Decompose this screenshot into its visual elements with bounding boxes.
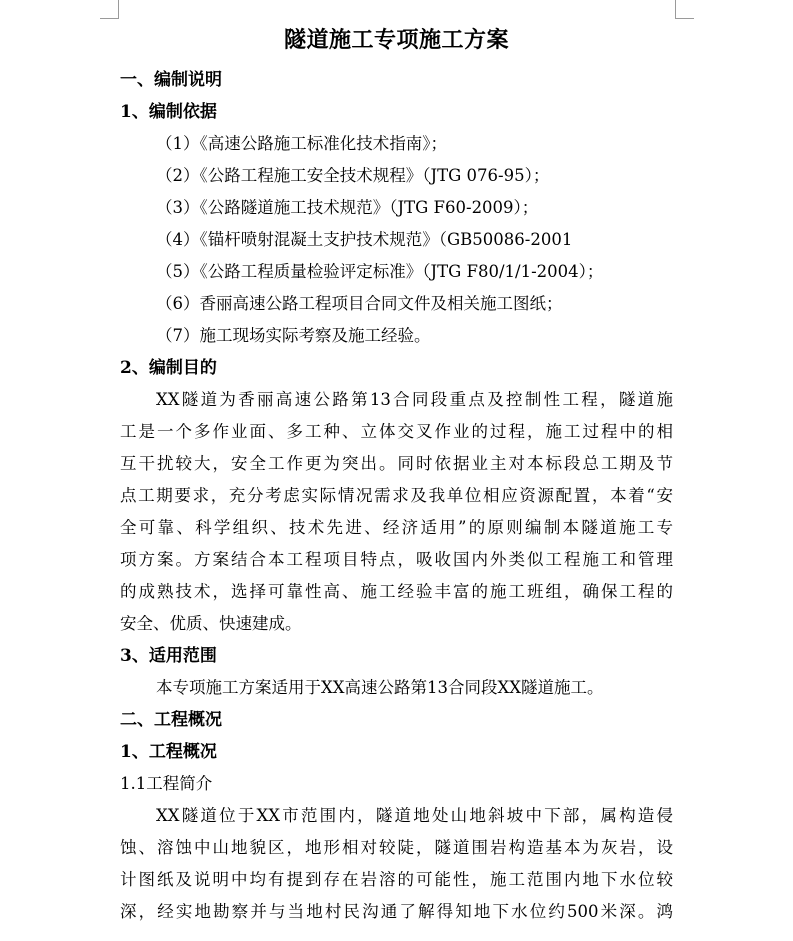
- text-line-h1: 一、编制说明: [120, 70, 222, 90]
- text-line-sub: 1.1工程简介: [120, 774, 213, 793]
- text-line-h2: 3、适用范围: [120, 646, 217, 666]
- text-line-para: 点工期要求，充分考虑实际情况需求及我单位相应资源配置，本着“安: [120, 486, 673, 505]
- text-line-h2: 1、工程概况: [120, 742, 217, 762]
- text-line-para: 互干扰较大，安全工作更为突出。同时依据业主对本标段总工期及节: [120, 454, 673, 473]
- text-line-para: 工是一个多作业面、多工种、立体交叉作业的过程，施工过程中的相: [120, 422, 673, 441]
- text-line-item: （4）《锚杆喷射混凝土支护技术规范》（GB50086-2001: [156, 230, 573, 249]
- text-line-h1: 二、工程概况: [120, 710, 222, 730]
- text-line-h2: 1、编制依据: [120, 102, 217, 122]
- text-line-item: （7）施工现场实际考察及施工经验。: [156, 326, 431, 345]
- crop-mark-top-left-horizontal: [100, 18, 119, 19]
- text-line-para-last: 安全、优质、快速建成。: [120, 614, 302, 633]
- text-line-item: （6）香丽高速公路工程项目合同文件及相关施工图纸；: [156, 294, 563, 313]
- text-line-item: （2）《公路工程施工安全技术规程》（JTG 076-95）；: [156, 166, 550, 185]
- crop-mark-top-right-horizontal: [675, 18, 694, 19]
- crop-mark-top-right-vertical: [675, 0, 676, 18]
- text-line-para: 的成熟技术，选择可靠性高、施工经验丰富的施工班组，确保工程的: [120, 582, 673, 601]
- text-line-para-first-last: 本专项施工方案适用于XX高速公路第13合同段XX隧道施工。: [156, 678, 604, 697]
- text-line-para: 全可靠、科学组织、技术先进、经济适用”的原则编制本隧道施工专: [120, 518, 673, 537]
- text-line-para: 深，经实地勘察并与当地村民沟通了解得知地下水位约500米深。鸿: [120, 902, 673, 921]
- text-line-item: （3）《公路隧道施工技术规范》（JTG F60-2009）；: [156, 198, 539, 217]
- text-line-para-first: XX隧道为香丽高速公路第13合同段重点及控制性工程，隧道施: [156, 390, 673, 409]
- text-line-para-first: XX隧道位于XX市范围内，隧道地处山地斜坡中下部，属构造侵: [156, 806, 673, 825]
- text-line-item: （5）《公路工程质量检验评定标准》（JTG F80/1/1-2004）；: [156, 262, 604, 281]
- crop-mark-top-left-vertical: [118, 0, 119, 18]
- text-line-para: 计图纸及说明中均有提到存在岩溶的可能性，施工范围内地下水位较: [120, 870, 673, 889]
- text-line-para: 项方案。方案结合本工程项目特点，吸收国内外类似工程施工和管理: [120, 550, 673, 569]
- document-title: 隧道施工专项施工方案: [283, 27, 509, 53]
- text-line-h2: 2、编制目的: [120, 358, 217, 378]
- text-line-para: 蚀、溶蚀中山地貌区，地形相对较陡，隧道围岩构造基本为灰岩，设: [120, 838, 673, 857]
- text-line-item: （1）《高速公路施工标准化技术指南》；: [156, 134, 447, 153]
